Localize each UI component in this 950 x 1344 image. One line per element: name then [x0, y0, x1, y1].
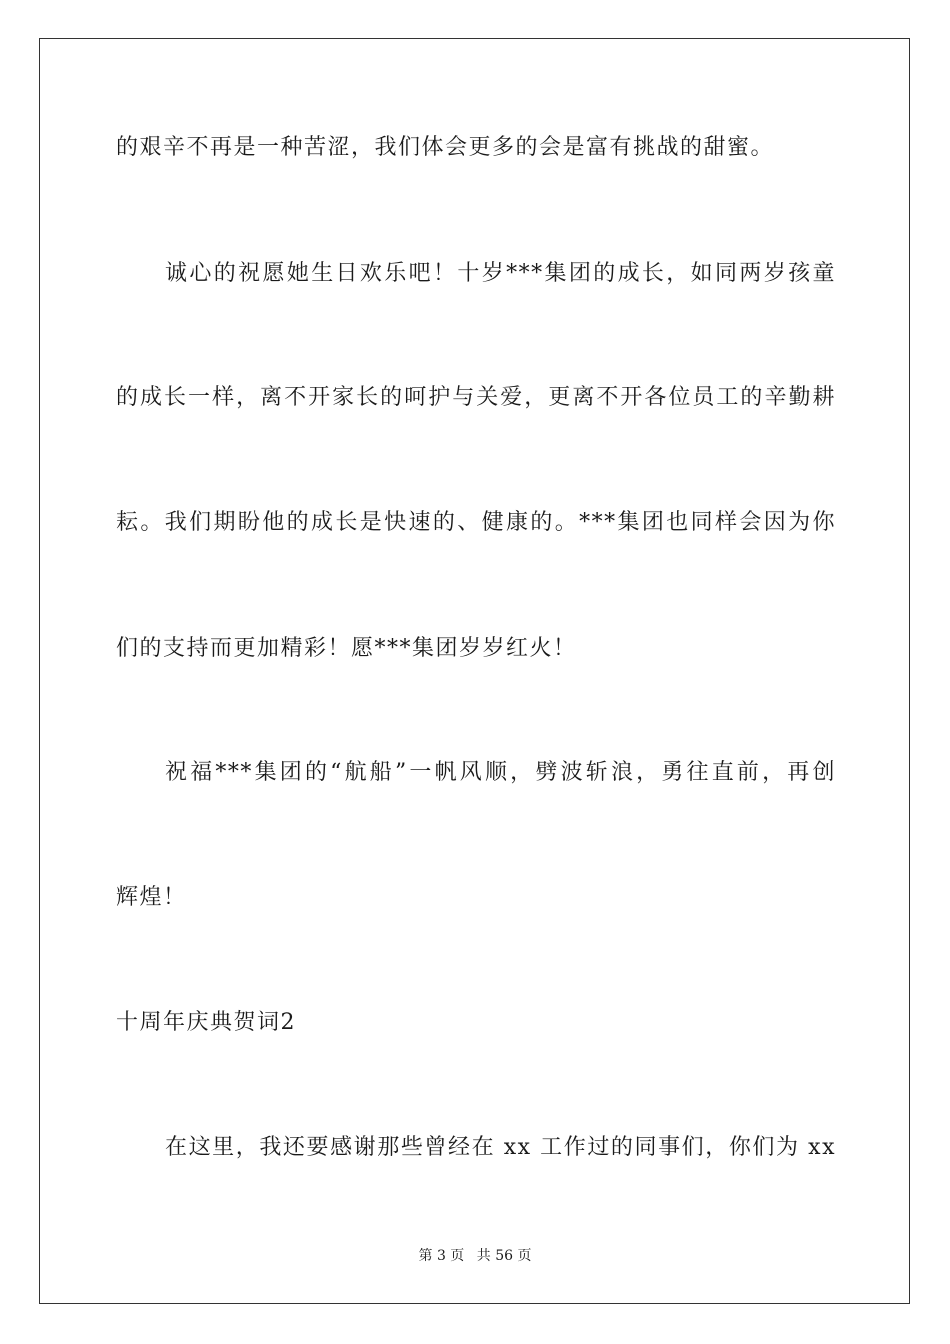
page-footer	[0, 1247, 950, 1265]
paragraph-line: 的艰辛不再是一种苦涩，我们体会更多的会是富有挑战的甜蜜。	[116, 135, 775, 160]
paragraph-line: 诚心的祝愿她生日欢乐吧！十岁***集团的成长，如同两岁孩童	[165, 261, 836, 286]
paragraph-line: 们的支持而更加精彩！愿***集团岁岁红火！	[116, 636, 577, 661]
page-number: 第 3 页	[418, 1248, 465, 1264]
paragraph-line: 祝福***集团的“航船”一帆风顺，劈波斩浪，勇往直前，再创	[165, 760, 836, 785]
page-border	[39, 38, 910, 1304]
paragraph-line: 辉煌！	[116, 885, 187, 910]
page-total: 共 56 页	[476, 1248, 532, 1264]
paragraph-line: 耘。我们期盼他的成长是快速的、健康的。***集团也同样会因为你	[116, 510, 836, 535]
paragraph-line: 在这里，我还要感谢那些曾经在 xx 工作过的同事们，你们为 xx	[165, 1135, 836, 1160]
section-heading: 十周年庆典贺词2	[116, 1010, 296, 1035]
paragraph-line: 的成长一样，离不开家长的呵护与关爱，更离不开各位员工的辛勤耕	[116, 385, 836, 410]
